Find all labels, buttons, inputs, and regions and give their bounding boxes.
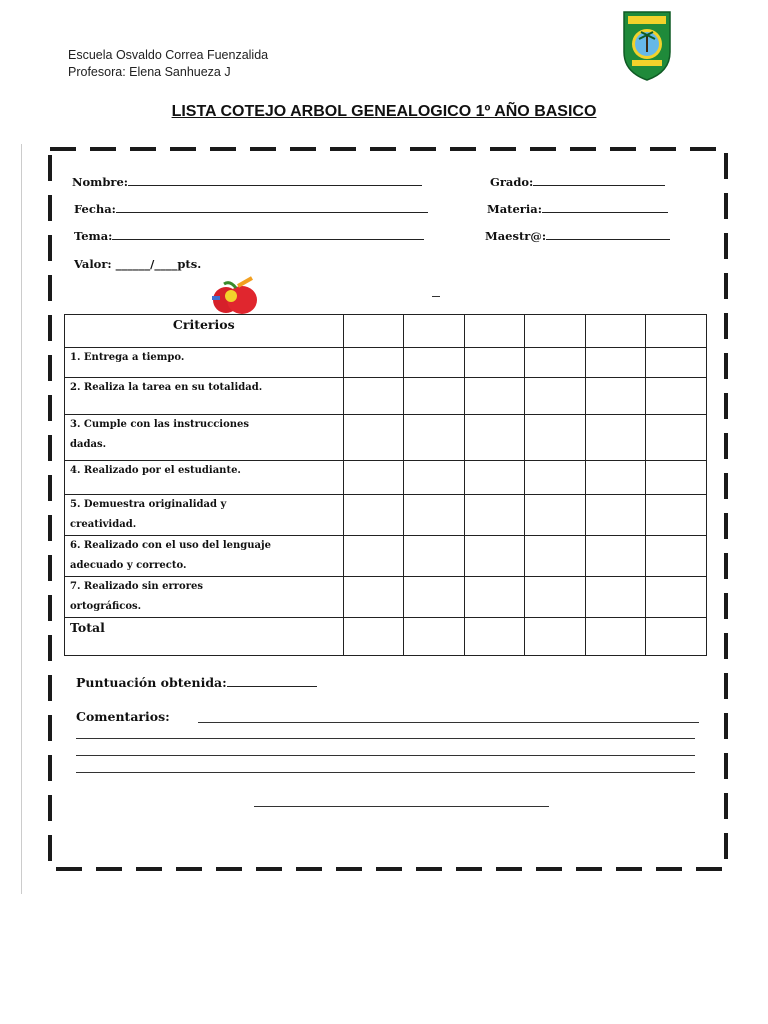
teacher-name: Profesora: Elena Sanhueza J xyxy=(68,65,231,79)
table-row xyxy=(65,348,707,378)
comment-line xyxy=(198,722,699,723)
comments-field: Comentarios: xyxy=(76,709,170,724)
criterion-1: 1. Entrega a tiempo. xyxy=(65,348,344,378)
criterion-3: 3. Cumple con las instrucciones dadas. xyxy=(65,415,344,461)
criterion-6: 6. Realizado con el uso del lenguaje adecuado y correcto. xyxy=(65,536,344,577)
table-header-row xyxy=(65,315,707,348)
page-title: LISTA COTEJO ARBOL GENEALOGICO 1º AÑO BASICO xyxy=(171,103,597,120)
field-tema: Tema: xyxy=(74,228,424,243)
table-row xyxy=(65,378,707,415)
school-name: Escuela Osvaldo Correa Fuenzalida xyxy=(68,48,269,62)
table-row xyxy=(65,577,707,618)
field-nombre: Nombre: xyxy=(72,174,422,189)
comment-line xyxy=(76,772,695,773)
comment-line xyxy=(76,738,695,739)
field-materia: Materia: xyxy=(487,201,668,216)
criteria-table xyxy=(64,314,707,656)
signature-line xyxy=(254,806,549,807)
total-label: Total xyxy=(65,618,344,656)
comment-line xyxy=(76,755,695,756)
table-row xyxy=(65,536,707,577)
table-row xyxy=(65,461,707,495)
small-mark xyxy=(432,296,440,297)
criterion-4: 4. Realizado por el estudiante. xyxy=(65,461,344,495)
school-crest-icon xyxy=(620,8,674,82)
field-maestro: Maestr@: xyxy=(485,228,670,243)
apple-icon xyxy=(208,276,264,316)
table-row xyxy=(65,415,707,461)
field-valor: Valor: ______/____pts. xyxy=(74,257,202,271)
field-grado: Grado: xyxy=(490,174,665,189)
table-row xyxy=(65,495,707,536)
criterion-7: 7. Realizado sin errores ortográficos. xyxy=(65,577,344,618)
table-total-row xyxy=(65,618,707,656)
criterion-2: 2. Realiza la tarea en su totalidad. xyxy=(65,378,344,415)
field-fecha: Fecha: xyxy=(74,201,428,216)
criterios-header: Criterios xyxy=(65,315,344,348)
score-field: Puntuación obtenida: xyxy=(76,675,317,690)
criterion-5: 5. Demuestra originalidad y creatividad. xyxy=(65,495,344,536)
left-margin-rule xyxy=(21,144,22,894)
